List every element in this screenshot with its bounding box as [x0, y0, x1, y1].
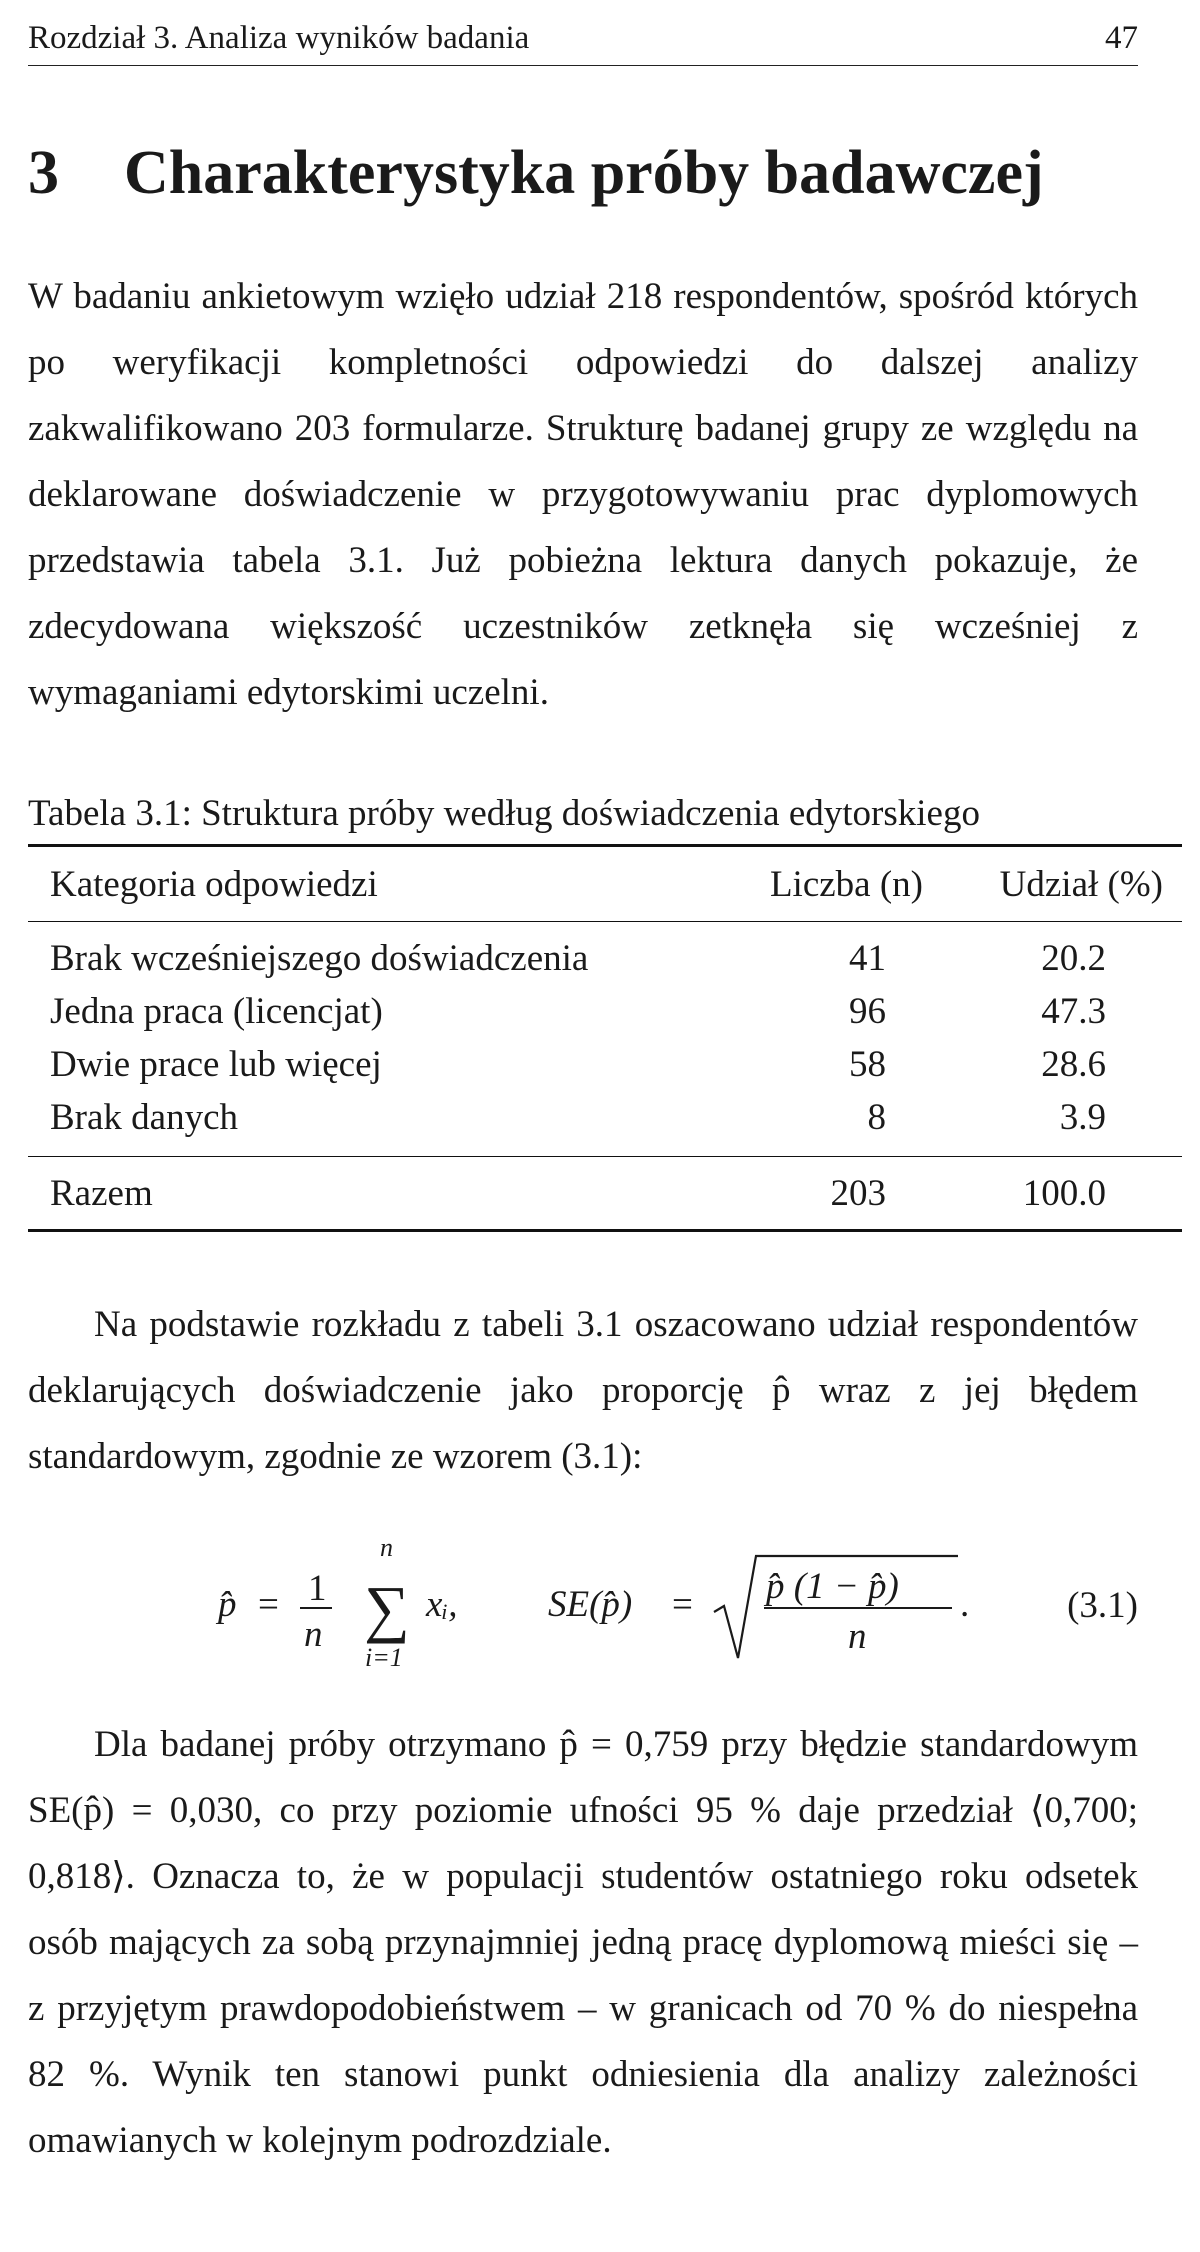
- total-count: 203: [830, 1172, 886, 1214]
- header-category: Kategoria odpowiedzi: [50, 863, 378, 905]
- section-title: Charakterystyka próby badawczej: [124, 139, 1044, 207]
- se-equals-sign: =: [672, 1584, 693, 1625]
- row-share: 47.3: [1041, 991, 1106, 1032]
- table-row: [28, 932, 1182, 985]
- table-footer: [28, 1157, 1182, 1229]
- chapter-title: Rozdział 3. Analiza wyników badania: [28, 20, 530, 56]
- row-count: 41: [849, 938, 886, 979]
- row-share: 3.9: [1059, 1097, 1106, 1138]
- intro-paragraph: W badaniu ankietowym wzięło udział 218 respondentów, spośród których po weryfikacji kompletności odpowiedzi do dalszej analizy zakwalifikowano 203 formularze. Strukturę badanej grupy ze względu na deklarowane doświadczenie w przygotowywaniu prac dyplomowych przedstawia tabela 3.1. Już pobieżna lektura danych pokazuje, że zdecydowana większość uczestników zetknęła się wcześniej z wymaganiami edytorskimi uczelni.: [28, 276, 1138, 713]
- row-count: 96: [849, 991, 886, 1032]
- row-category: Jedna praca (licencjat): [50, 991, 383, 1032]
- section-heading: [28, 138, 1044, 209]
- table-body: [28, 922, 1182, 1157]
- equation-3-1: [28, 1532, 1168, 1672]
- se-label: SE(p̂): [548, 1584, 633, 1625]
- row-category: Brak wcześniejszego doświadczenia: [50, 938, 589, 979]
- sample-structure-table: [28, 844, 1182, 1232]
- se-denominator: n: [848, 1616, 867, 1657]
- table-row: [28, 1038, 1182, 1091]
- result-paragraph: Dla badanej próby otrzymano p̂ = 0,759 przy błędzie standardowym SE(p̂) = 0,030, co przy poziomie ufności 95 % daje przedział ⟨0,700; 0,818⟩. Oznacza to, że w populacji studentów ostatniego roku odsetek osób mających za sobą przynajmniej jedną pracę dyplomową mieści się – z przyjętym prawdopodobieństwem – w granicach od 70 % do niespełna 82 %. Wynik ten stanowi punkt odniesienia dla analizy zależności omawianych w kolejnym podrozdziale.: [28, 1724, 1138, 2161]
- se-numerator: p̂ (1 − p̂): [766, 1566, 899, 1607]
- fraction-denominator: n: [304, 1614, 323, 1655]
- header-count: Liczba (n): [769, 863, 923, 905]
- table-caption: Tabela 3.1: Struktura próby według doświadczenia edytorskiego: [28, 793, 980, 834]
- row-share: 20.2: [1041, 938, 1106, 979]
- estimation-paragraph: Na podstawie rozkładu z tabeli 3.1 oszacowano udział respondentów deklarujących doświadczenie jako proporcję p̂ wraz z jej błędem standardowym, zgodnie ze wzorem (3.1):: [28, 1304, 1138, 1477]
- running-header: [28, 20, 1138, 66]
- row-count: 58: [849, 1044, 886, 1085]
- section-number: 3: [28, 139, 59, 207]
- sum-lower-limit: i=1: [365, 1643, 403, 1672]
- sum-symbol: ∑: [364, 1573, 410, 1644]
- p-hat-symbol: p̂: [218, 1584, 237, 1625]
- summand: xᵢ,: [426, 1584, 458, 1625]
- row-category: Dwie prace lub więcej: [50, 1044, 382, 1085]
- fraction-numerator: 1: [308, 1568, 327, 1609]
- table-total-row: [28, 1157, 1182, 1229]
- formula-graphic: [28, 1532, 1028, 1672]
- table-row: [28, 1091, 1182, 1144]
- total-share: 100.0: [1022, 1172, 1106, 1214]
- row-count: 8: [867, 1097, 886, 1138]
- page-number: 47: [1105, 20, 1138, 56]
- table-row: [28, 985, 1182, 1038]
- sum-upper-limit: n: [380, 1533, 393, 1562]
- row-category: Brak danych: [50, 1097, 239, 1138]
- header-share: Udział (%): [999, 863, 1163, 905]
- table-header-row: [28, 847, 1182, 922]
- equals-sign: =: [258, 1584, 279, 1625]
- equation-number: (3.1): [1067, 1585, 1138, 1626]
- row-share: 28.6: [1041, 1044, 1106, 1085]
- total-category: Razem: [50, 1172, 153, 1214]
- equation-period: .: [960, 1584, 970, 1625]
